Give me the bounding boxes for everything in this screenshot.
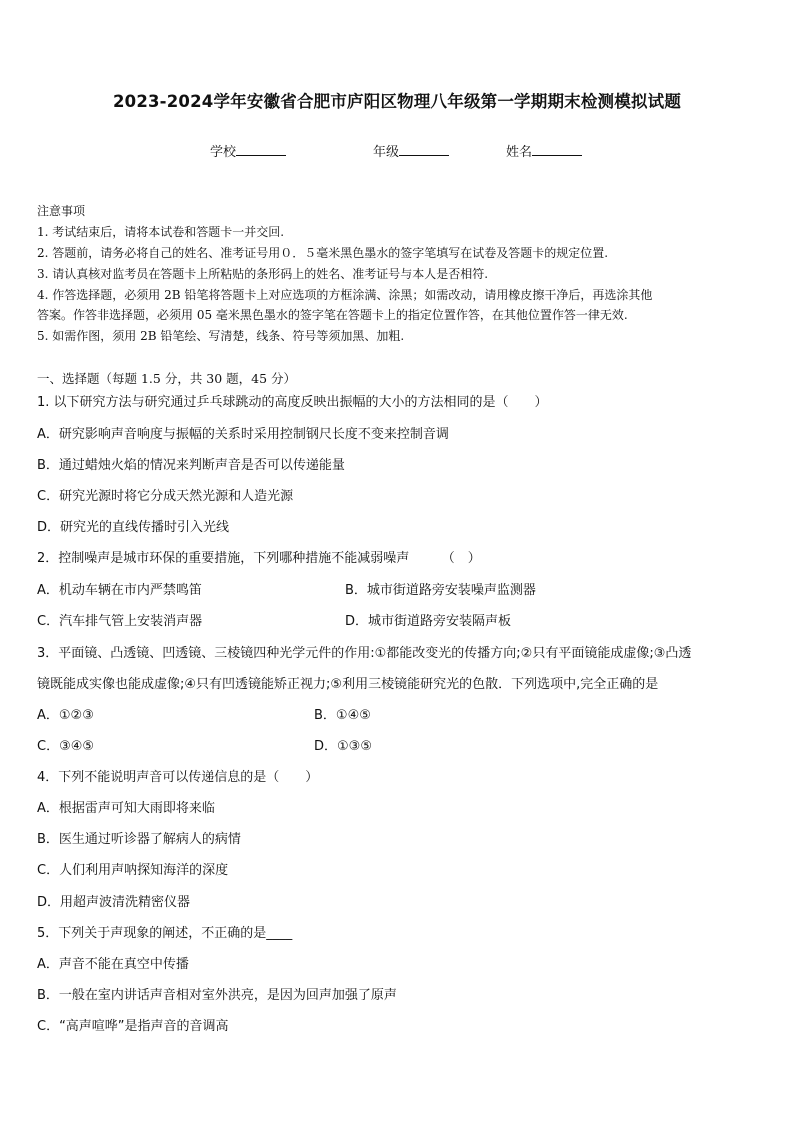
question-2-option-c: C．汽车排气管上安装消声器 (37, 614, 203, 629)
question-1-option-d: D．研究光的直线传播时引入光线 (37, 520, 230, 535)
name-label: 姓名 (506, 145, 533, 160)
question-4-option-b: B．医生通过听诊器了解病人的病情 (37, 832, 241, 847)
question-1-option-a: A．研究影响声音响度与振幅的关系时采用控制钢尺长度不变来控制音调 (37, 427, 449, 442)
question-1-stem: 1. 以下研究方法与研究通过乒乓球跳动的高度反映出振幅的大小的方法相同的是（ ） (37, 395, 548, 410)
question-5-option-c: C．“高声喧哗”是指声音的音调高 (37, 1019, 229, 1034)
question-2-option-b: B．城市街道路旁安装噪声监测器 (345, 583, 536, 598)
question-3-stem-line1: 3．平面镜、凸透镜、凹透镜、三棱镜四种光学元件的作用:①都能改变光的传播方向;②只有平面镜能成虚像;③凸透 (37, 646, 692, 661)
notes-item: 4. 作答选择题，必须用 2B 铅笔将答题卡上对应选项的方框涂满、涂黑；如需改动，请用橡皮擦干净后，再选涂其他 (37, 288, 653, 302)
question-3-option-c: C．③④⑤ (37, 739, 95, 754)
question-3-stem-line2: 镜既能成实像也能成虚像;④只有凹透镜能矫正视力;⑤利用三棱镜能研究光的色散．下列选项中,完全正确的是 (37, 677, 659, 692)
question-3-option-d: D．①③⑤ (314, 739, 372, 754)
school-field (210, 141, 286, 160)
question-4-stem: 4．下列不能说明声音可以传递信息的是（ ） (37, 770, 319, 785)
grade-field (373, 141, 449, 160)
name-blank (532, 143, 582, 156)
notes-item: 3. 请认真核对监考员在答题卡上所粘贴的条形码上的姓名、准考证号与本人是否相符. (37, 267, 489, 281)
section-heading: 一、选择题（每题 1.5 分，共 30 题，45 分） (37, 371, 297, 386)
name-field (506, 141, 582, 160)
question-5-option-b: B．一般在室内讲话声音相对室外洪亮，是因为回声加强了原声 (37, 988, 397, 1003)
school-blank (236, 143, 286, 156)
question-2-stem: 2．控制噪声是城市环保的重要措施，下列哪种措施不能减弱噪声 （ ） (37, 551, 481, 566)
notes-item: 1. 考试结束后，请将本试卷和答题卡一并交回. (37, 225, 285, 239)
question-5-option-a: A．声音不能在真空中传播 (37, 957, 189, 972)
notes-item: 5. 如需作图，须用 2B 铅笔绘、写清楚，线条、符号等须加黑、加粗. (37, 329, 405, 343)
grade-blank (399, 143, 449, 156)
question-1-option-b: B．通过蜡烛火焰的情况来判断声音是否可以传递能量 (37, 458, 345, 473)
notes-item: 答案。作答非选择题，必须用 05 毫米黑色墨水的签字笔在答题卡上的指定位置作答，在其他位置作答一律无效. (37, 308, 628, 322)
question-2-option-a: A．机动车辆在市内严禁鸣笛 (37, 583, 202, 598)
school-label: 学校 (210, 145, 237, 160)
notes-heading: 注意事项 (37, 204, 86, 218)
question-2-option-d: D．城市街道路旁安装隔声板 (345, 614, 512, 629)
question-3-option-b: B．①④⑤ (314, 708, 371, 723)
question-4-option-a: A．根据雷声可知大雨即将来临 (37, 801, 215, 816)
notes-item: 2. 答题前，请务必将自己的姓名、准考证号用０．５毫米黑色墨水的签字笔填写在试卷及答题卡的规定位置. (37, 246, 609, 260)
question-4-option-d: D．用超声波清洗精密仪器 (37, 895, 191, 910)
question-5-stem: 5．下列关于声现象的阐述，不正确的是____ (37, 926, 293, 941)
question-3-option-a: A．①②③ (37, 708, 94, 723)
page-title: 2023-2024学年安徽省合肥市庐阳区物理八年级第一学期期末检测模拟试题 (112, 92, 682, 111)
question-1-option-c: C．研究光源时将它分成天然光源和人造光源 (37, 489, 294, 504)
question-4-option-c: C．人们利用声呐探知海洋的深度 (37, 863, 229, 878)
grade-label: 年级 (373, 145, 400, 160)
